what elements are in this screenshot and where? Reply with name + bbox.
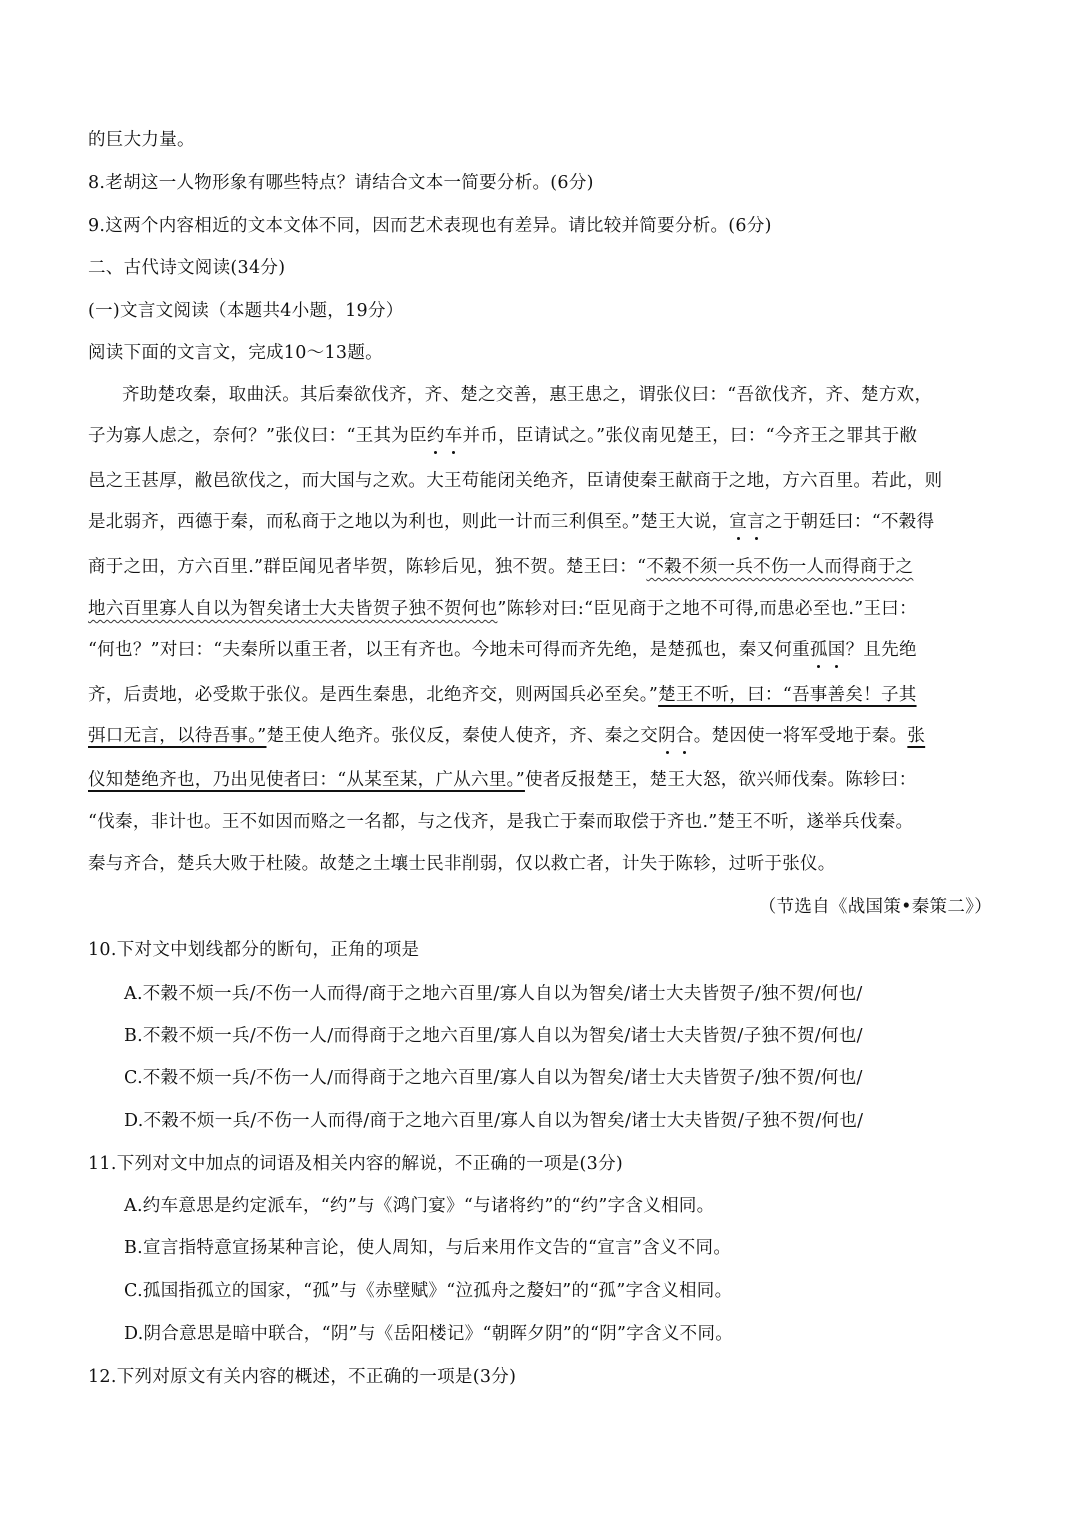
passage-line: 邑之王甚厚，敝邑欲伐之，而大国与之欢。大王苟能闭关绝齐，臣请使秦王献商于之地，方六百里。若此，则: [88, 471, 943, 491]
passage-line: [88, 597, 1008, 621]
wavy-underlined-text: 不穀不须一兵不伤一人而得商于之: [646, 557, 914, 577]
option-b: B.不穀不烦一兵/不伤一人/而得商于之地六百里/寡人自以为智矣/诸士大夫皆贺/子独不贺/何也/: [124, 1026, 863, 1046]
passage-line: “伐秦，非计也。王不如因而赂之一名都，与之伐齐，是我亡于秦而取偿于齐也.”楚王不听，遂举兵伐秦。: [88, 812, 914, 832]
source-citation: （节选自《战国策•秦策二》）: [758, 897, 992, 917]
option-a: A.不穀不烦一兵/不伤一人而得/商于之地六百里/寡人自以为智矣/诸士大夫皆贺子/独不贺/何也/: [124, 984, 863, 1004]
question-stem: 10.下对文中划线都分的断句，正角的项是: [88, 940, 420, 960]
text-line: 的巨大力量。: [88, 130, 195, 150]
passage-text: 齐，后责地，必受欺于张仪。是西生秦患，北绝齐交，则两国兵必至矣。”: [88, 685, 659, 705]
passage-text: 使者反报楚王，楚王大怒，欲兴师伐秦。陈轸曰：: [524, 770, 917, 790]
dotted-word: 国: [827, 640, 846, 660]
dotted-word: 车: [444, 426, 463, 446]
question-9: 9.这两个内容相近的文本文体不同，因而艺术表现也有差异。请比较并简要分析。(6分): [88, 216, 772, 236]
dotted-word: 阴: [658, 726, 676, 746]
dotted-word: 合: [675, 726, 694, 746]
passage-line: [88, 510, 1008, 534]
subsection-heading: (一)文言文阅读（本题共4小题，19分）: [88, 301, 404, 321]
passage-text: 子为寡人虑之，奈何？”张仪曰：“王其为臣: [88, 426, 427, 446]
dotted-word: 言: [747, 512, 765, 532]
underlined-text: 弭口无言，以待吾事。”: [88, 726, 267, 746]
passage-line: 秦与齐合，楚兵大败于杜陵。故楚之土壤士民非削弱，仅以救亡者，计失于陈轸，过听于张仪。: [88, 854, 836, 874]
dotted-word: 宣: [729, 512, 748, 532]
option-d: D.不穀不烦一兵/不伤一人而得/商于之地六百里/寡人自以为智矣/诸士大夫皆贺/子独不贺/何也/: [124, 1111, 864, 1131]
question-12: 12.下列对原文有关内容的概述，不正确的一项是(3分): [88, 1367, 517, 1387]
passage-line: [88, 683, 1008, 707]
option-c: C.孤国指孤立的国家，“孤”与《赤壁赋》“泣孤舟之嫠妇”的“孤”字含义相同。: [124, 1281, 733, 1301]
passage-line: [88, 424, 1008, 448]
option-b: B.宣言指特意宣扬某种言论，使人周知，与后来用作文告的“宣言”含义不同。: [124, 1238, 732, 1258]
wavy-underlined-text: 地六百里寡人自以为智矣诸士大夫皆贺子独不贺何也: [88, 599, 498, 619]
passage-line: [88, 638, 1008, 662]
question-stem: 11.下列对文中加点的词语及相关内容的解说，不正确的一项是(3分): [88, 1154, 624, 1174]
underlined-text: 楚王不听，曰：“吾事善矣！子其: [658, 685, 917, 705]
passage-line: [88, 768, 1008, 792]
passage-line: [88, 724, 1008, 748]
section-heading: 二、古代诗文阅读(34分): [88, 258, 286, 278]
dotted-word: 约: [426, 426, 445, 446]
option-d: D.阴合意思是暗中联合，“阴”与《岳阳楼记》“朝晖夕阴”的“阴”字含义不同。: [124, 1324, 734, 1344]
option-a: A.约车意思是约定派车，“约”与《鸿门宴》“与诸将约”的“约”字含义相同。: [124, 1196, 715, 1216]
passage-text: ？且先绝: [845, 640, 917, 660]
passage-text: 。楚因使一将军受地于秦。: [693, 726, 908, 746]
passage-text: 楚王使人绝齐。张仪反，秦使人使齐，齐、秦之交: [266, 726, 659, 746]
underlined-text: 张: [907, 726, 926, 746]
passage-text: 之于朝廷曰：“不穀得: [764, 512, 935, 532]
instruction: 阅读下面的文言文，完成10～13题。: [88, 343, 383, 363]
underlined-text: 仪知楚绝齐也，乃出见使者曰：“从某至某，广从六里。”: [88, 770, 525, 790]
passage-text: ”陈轸对曰:“臣见商于之地不可得,而患必至也.”王曰：: [497, 599, 917, 619]
passage-text: 商于之田，方六百里.”群臣闻见者毕贺，陈轸后见，独不贺。楚王曰：“: [88, 557, 647, 577]
dotted-word: 孤: [809, 640, 828, 660]
question-8: 8.老胡这一人物形象有哪些特点？请结合文本一简要分析。(6分): [88, 173, 594, 193]
passage-line: [88, 555, 1008, 579]
passage-text: “何也？”对曰：“夫秦所以重王者，以王有齐也。今地未可得而齐先绝，是楚孤也，秦又何重: [88, 640, 810, 660]
passage-text: 是北弱齐，西德于秦，而私商于之地以为利也，则此一计而三利俱至。”楚王大说，: [88, 512, 730, 532]
passage-line: 齐助楚攻秦，取曲沃。其后秦欲伐齐，齐、楚之交善，惠王患之，谓张仪曰：“吾欲伐齐，齐、楚方欢，: [122, 385, 933, 405]
passage-text: 并币，臣请试之。”张仪南见楚王，曰：“今齐王之罪其于敝: [462, 426, 918, 446]
option-c: C.不穀不烦一兵/不伤一人/而得商于之地六百里/寡人自以为智矣/诸士大夫皆贺子/独不贺/何也/: [124, 1068, 863, 1088]
